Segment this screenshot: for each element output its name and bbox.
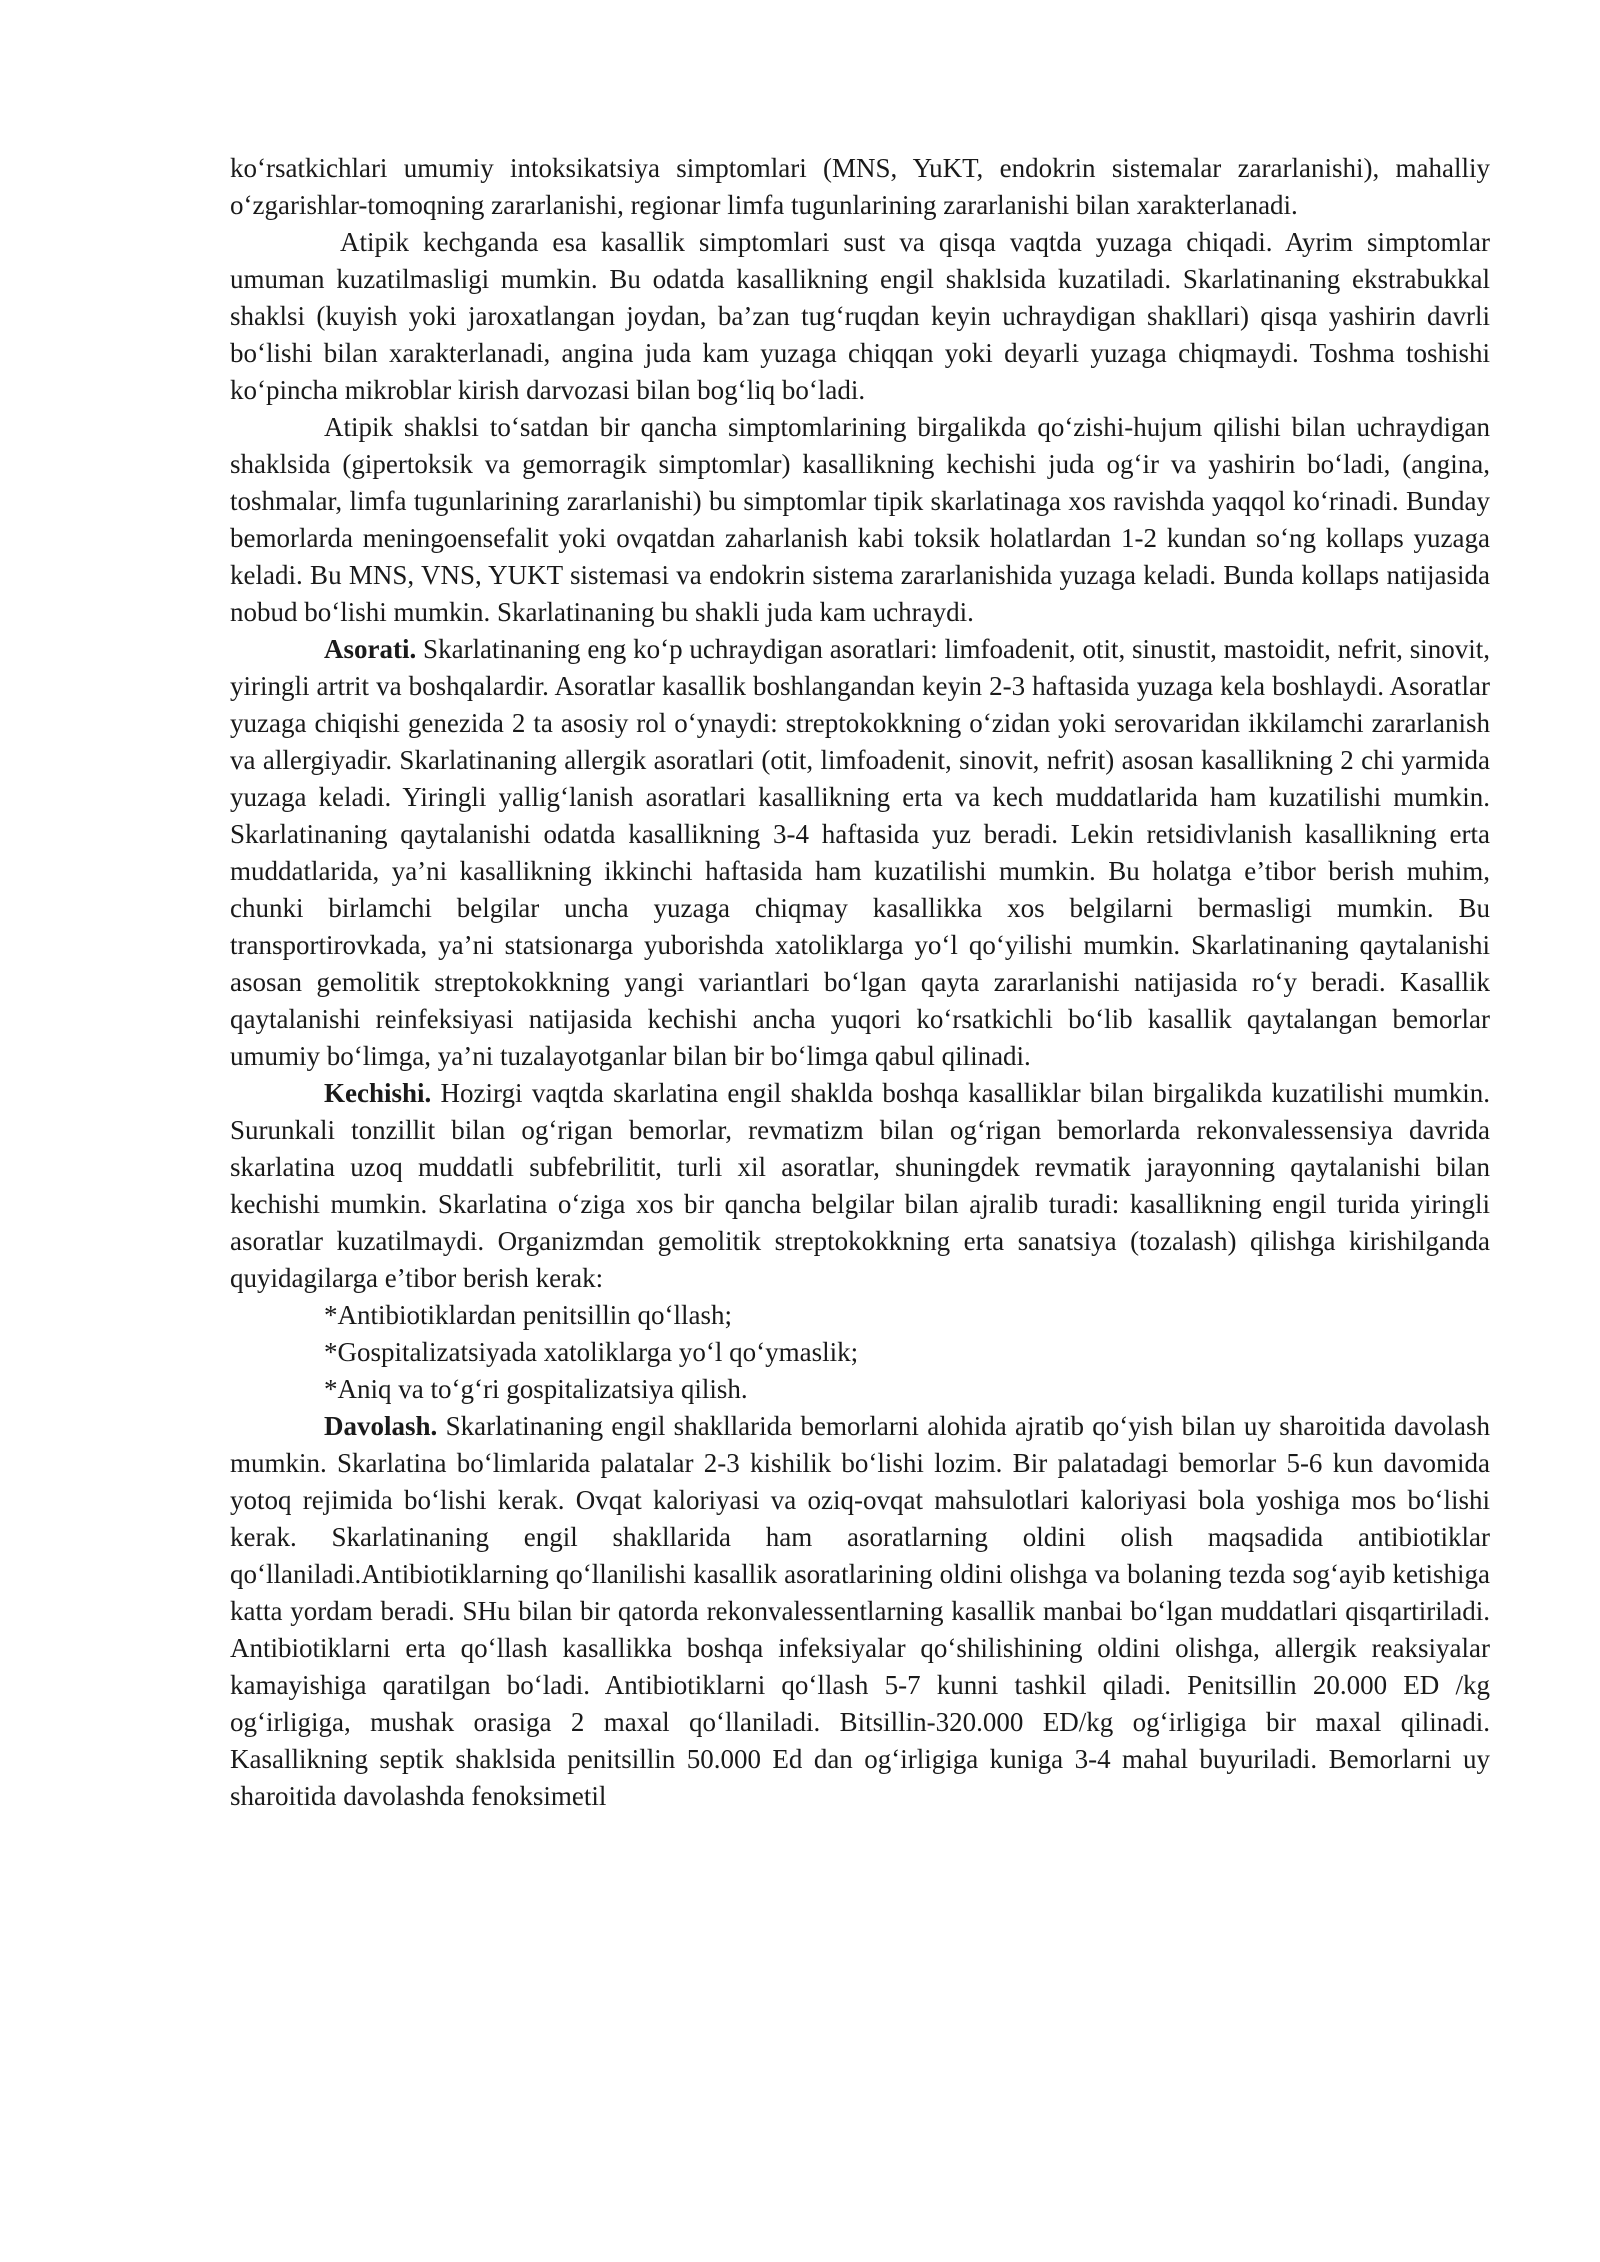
list-item: *Aniq va to‘g‘ri gospitalizatsiya qilish. [324,1374,748,1404]
paragraph-course [230,1075,1490,1297]
paragraph-intoxication: ko‘rsatkichlari umumiy intoksikatsiya simptomlari (MNS, YuKT, endokrin sistemalar zararlanishi), mahalliy o‘zgarishlar-tomoqning zararlanishi, regionar limfa tugunlarining zararlanishi bilan xarakterlanadi. [230,153,1490,220]
paragraph-complications [230,631,1490,1075]
treatment-text: Skarlatinaning engil shakllarida bemorlarni alohida ajratib qo‘yish bilan uy sharoitida davolash mumkin. Skarlatina bo‘limlarida palatalar 2-3 kishilik bo‘lishi lozim. Bir palatadagi bemorlar 5-6 kun davomida yotoq rejimida bo‘lishi kerak. Ovqat kaloriyasi va oziq-ovqat mahsulotlari kaloriyasi bola yoshiga mos bo‘lishi kerak. Skarlatinaning engil shakllarida ham asoratlarning oldini olish maqsadida antibiotiklar qo‘llaniladi.Antibiotiklarning qo‘llanilishi kasallik asoratlarining oldini olishga va bolaning tezda sog‘ayib ketishiga katta yordam beradi. SHu bilan bir qatorda rekonvalessentlarning kasallik manbai bo‘lgan muddatlari qisqartiriladi. Antibiotiklarni erta qo‘llash kasallikka boshqa infeksiyalar qo‘shilishining oldini olishga, allergik reaksiyalar kamayishiga qaratilgan bo‘ladi. Antibiotiklarni qo‘llash 5-7 kunni tashkil qiladi. Penitsillin 20.000 ED /kg og‘irligiga, mushak orasiga 2 maxal qo‘llaniladi. Bitsillin-320.000 ED/kg og‘irligiga bir maxal qilinadi. Kasallikning septik shaklsida penitsillin 50.000 Ed dan og‘irligiga kuniga 3-4 mahal buyuriladi. Bemorlarni uy sharoitida davolashda fenoksimetil [230,1411,1490,1811]
heading-course: Kechishi. [324,1078,432,1108]
heading-treatment: Davolash. [324,1411,438,1441]
document-page [230,150,1490,1815]
list-item: *Gospitalizatsiyada xatoliklarga yo‘l qo‘ymaslik; [324,1337,859,1367]
heading-complications: Asorati. [324,634,417,664]
paragraph-atypical-course: Atipik kechganda esa kasallik simptomlari sust va qisqa vaqtda yuzaga chiqadi. Ayrim simptomlar umuman kuzatilmasligi mumkin. Bu odatda kasallikning engil shaklsida kuzatiladi. Skarlatinaning ekstrabukkal shaklsi (kuyish yoki jaroxatlangan joydan, ba’zan tug‘ruqdan keyin uchraydigan shakllari) qisqa yashirin davrli bo‘lishi bilan xarakterlanadi, angina juda kam yuzaga chiqqan yoki deyarli yuzaga chiqmaydi. Toshma toshishi ko‘pincha mikroblar kirish darvozasi bilan bog‘liq bo‘ladi. [230,227,1490,405]
course-text: Hozirgi vaqtda skarlatina engil shakldа boshqa kasalliklar bilan birgalikda kuzatilishi mumkin. Surunkali tonzillit bilan og‘rigan bemorlar, revmatizm bilan og‘rigan bemorlarda rekonvalessensiya davrida skarlatina uzoq muddatli subfebrilitit, turli xil asoratlar, shuningdek revmatik jarayonning qaytalanishi bilan kechishi mumkin. Skarlatina o‘ziga xos bir qancha belgilar bilan ajralib turadi: kasallikning engil turida yiringli asoratlar kuzatilmaydi. Organizmdan gemolitik streptokokkning erta sanatsiya (tozalash) qilishga kirishilganda quyidagilarga e’tibor berish kerak: [230,1078,1490,1293]
bullet-list [230,1297,1490,1408]
list-item: *Antibiotiklardan penitsillin qo‘llash; [324,1300,732,1330]
paragraph-treatment [230,1408,1490,1815]
complications-text: Skarlatinaning eng ko‘p uchraydigan asoratlari: limfoadenit, otit, sinustit, mastoidit, nefrit, sinovit, yiringli artrit va boshqalardir. Asoratlar kasallik boshlangandan keyin 2-3 haftasida yuzaga kela boshlaydi. Asoratlar yuzaga chiqishi genezida 2 ta asosiy rol o‘ynaydi: streptokokkning o‘zidan yoki serovaridan ikkilamchi zararlanish va allergiyadir. Skarlatinaning allergik asoratlari (otit, limfoadenit, sinovit, nefrit) asosan kasallikning 2 chi yarmida yuzaga keladi. Yiringli yallig‘lanish asoratlari kasallikning erta va kech muddatlarida ham kuzatilishi mumkin. Skarlatinaning qaytalanishi odatda kasallikning 3-4 haftasida yuz beradi. Lekin retsidivlanish kasallikning erta muddatlarida, ya’ni kasallikning ikkinchi haftasida ham kuzatilishi mumkin. Bu holatga e’tibor berish muhim, chunki birlamchi belgilar uncha yuzaga chiqmay kasallikka xos belgilarni bermasligi mumkin. Bu transportirovkada, ya’ni statsionarga yuborishda xatoliklarga yo‘l qo‘yilishi mumkin. Skarlatinaning qaytalanishi asosan gemolitik streptokokkning yangi variantlari bo‘lgan qayta zararlanishi natijasida ro‘y beradi. Kasallik qaytalanishi reinfeksiyasi natijasida kechishi ancha yuqori ko‘rsatkichli bo‘lib kasallik qaytalangan bemorlar umumiy bo‘limga, ya’ni tuzalayotganlar bilan bir bo‘limga qabul qilinadi. [230,634,1490,1071]
paragraph-atypical-form: Atipik shaklsi to‘satdan bir qancha simptomlarining birgalikda qo‘zishi-hujum qilishi bilan uchraydigan shaklsida (gipertoksik va gemorragik simptomlar) kasallikning kechishi juda og‘ir va yashirin bo‘ladi, (angina, toshmalar, limfa tugunlarining zararlanishi) bu simptomlar tipik skarlatinaga xos ravishda yaqqol ko‘rinadi. Bunday bemorlarda meningoensefalit yoki ovqatdan zaharlanish kabi toksik holatlardan 1-2 kundan so‘ng kollaps yuzaga keladi. Bu MNS, VNS, YUKT sistemasi va endokrin sistema zararlanishida yuzaga keladi. Bunda kollaps natijasida nobud bo‘lishi mumkin. Skarlatinaning bu shakli juda kam uchraydi. [230,412,1490,627]
